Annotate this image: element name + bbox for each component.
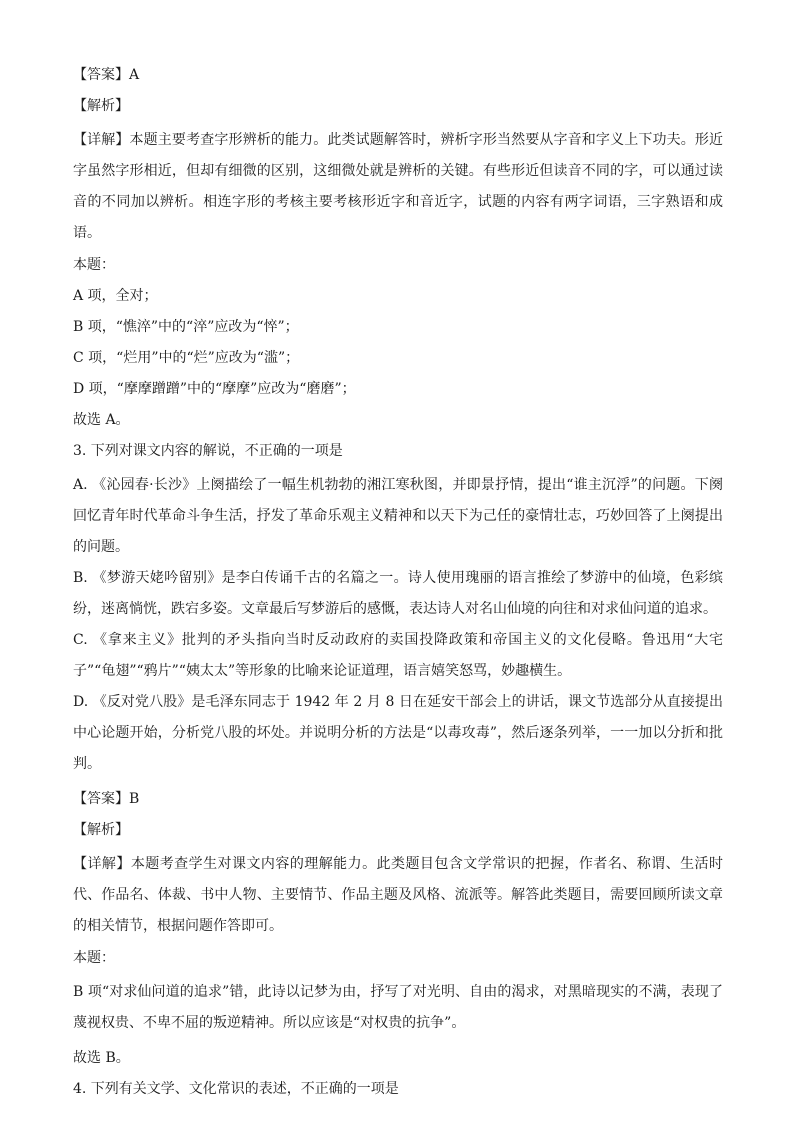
conclusion-q2: 故选 A。 <box>73 412 130 428</box>
option-c-q3: C. 《拿来主义》批判的矛头指向当时反动政府的卖国投降政策和帝国主义的文化侵略。鲁迅用“大宅子”“龟翅”“鸦片”“姨太太”等形象的比喻来论证道理，语言嬉笑怒骂，妙趣横生。 <box>73 632 723 679</box>
option-b-q3: B. 《梦游天姥吟留别》是李白传诵千古的名篇之一。诗人使用瑰丽的语言推绘了梦游中的仙境，色彩缤纷，迷离惝恍，跌宕多姿。文章最后写梦游后的感慨，表达诗人对名山仙境的向往和对求仙问道的追求。 <box>73 570 723 617</box>
item-c-q2: C 项，“烂用”中的“烂”应改为“滥”； <box>73 350 300 366</box>
explanation-q3: B 项“对求仙问道的追求”错，此诗以记梦为由，抒写了对光明、自由的渴求，对黑暗现实的不满，表现了蔑视权贵、不卑不屈的叛逆精神。所以应该是“对权贵的抗争”。 <box>73 984 723 1031</box>
conclusion-q3: 故选 B。 <box>73 1050 130 1066</box>
answer-label-q2: 【答案】A <box>73 67 140 83</box>
benti-label-q3: 本题： <box>73 950 115 966</box>
analysis-label-q2: 【解析】 <box>73 98 129 114</box>
detail-paragraph-q2: 【详解】本题主要考查字形辨析的能力。此类试题解答时，辨析字形当然要从字音和字义上下功夫。形近字虽然字形相近，但却有细微的区别，这细微处就是辨析的关键。有些形近但读音不同的字，可以通过读音的不同加以辨析。相连字形的考核主要考核形近字和音近字，试题的内容有两字词语，三字熟语和成语。 <box>73 132 723 241</box>
option-d-q3: D. 《反对党八股》是毛泽东同志于 1942 年 2 月 8 日在延安干部会上的讲话，课文节选部分从直接提出中心论题开始，分析党八股的坏处。并说明分析的方法是“以毒攻毒”，然后逐条列举，一一加以分折和批判。 <box>73 694 723 772</box>
item-d-q2: D 项，“摩摩蹭蹭”中的“摩摩”应改为“磨磨”； <box>73 381 356 397</box>
question-stem-q4: 4. 下列有关文学、文化常识的表述，不正确的一项是 <box>73 1081 399 1097</box>
item-b-q2: B 项，“憔淬”中的“淬”应改为“悴”； <box>73 319 299 335</box>
option-a-q3: A. 《沁园春·长沙》上阕描绘了一幅生机勃勃的湘江寒秋图，并即景抒情，提出“谁主沉浮”的问题。下阕回忆青年时代革命斗争生活，抒发了革命乐观主义精神和以天下为己任的豪情壮志，巧妙回答了上阕提出的问题。 <box>73 477 723 555</box>
analysis-label-q3: 【解析】 <box>73 822 129 838</box>
question-stem-q3: 3. 下列对课文内容的解说，不正确的一项是 <box>73 443 343 459</box>
document-body <box>73 63 723 1108</box>
answer-label-q3: 【答案】B <box>73 791 140 807</box>
benti-label-q2: 本题： <box>73 257 115 273</box>
detail-paragraph-q3: 【详解】本题考查学生对课文内容的理解能力。此类题目包含文学常识的把握，作者名、称谓、生活时代、作品名、体裁、书中人物、主要情节、作品主题及风格、流派等。解答此类题目，需要回顾所读文章的相关情节，根据问题作答即可。 <box>73 856 723 934</box>
item-a-q2: A 项，全对； <box>73 288 158 304</box>
